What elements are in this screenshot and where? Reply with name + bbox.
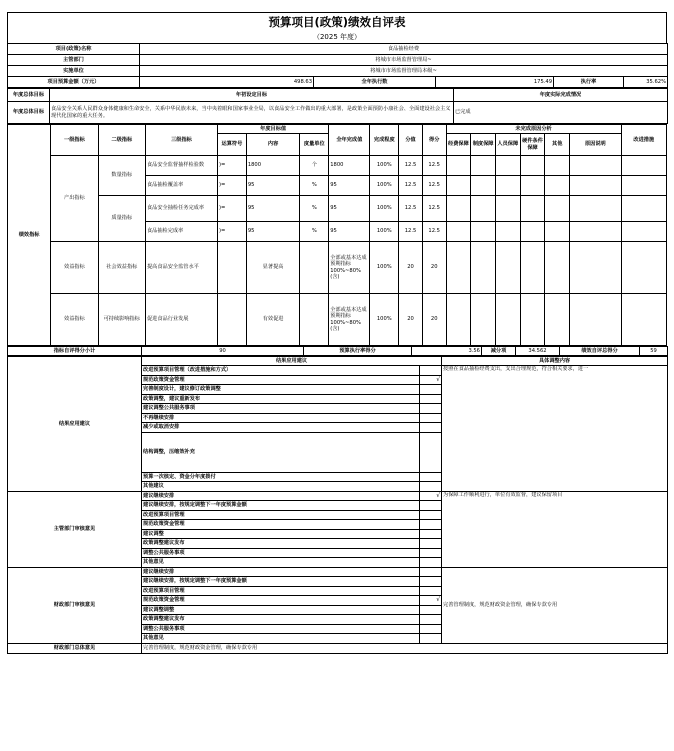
apply-check-mark: √	[420, 375, 442, 385]
row4-score: 20	[422, 242, 446, 294]
perf-h3: 三级指标	[145, 125, 217, 156]
row4-cmp	[218, 242, 247, 294]
fin-item-1: 建议继续安排，按规定调整下一年度预算金额	[142, 577, 420, 587]
apply-table	[7, 356, 668, 654]
row4-rate: 100%	[370, 242, 399, 294]
perf-full-head: 分值	[399, 125, 423, 156]
dept-label: 主管部门	[8, 55, 140, 66]
row2-unit: %	[300, 196, 329, 222]
row0-l3: 食品安全监督抽样检验数	[145, 156, 217, 176]
perf-cmp-head: 运算符号	[218, 134, 247, 156]
row5-cmp	[218, 294, 247, 346]
row0-score: 12.5	[422, 156, 446, 176]
row2-actual: 95	[329, 196, 370, 222]
perf-r1-head: 经费保障	[446, 134, 471, 156]
finance-review-label: 财政部门审核意见	[8, 567, 142, 643]
apply-item-8: 预算一次核定、资金分年度拨付	[142, 472, 420, 482]
perf-r3-head: 人员保障	[495, 134, 520, 156]
row5-actual: 全部或基本达成预期指标100%~80%(含)	[329, 294, 370, 346]
row1-rate: 100%	[370, 176, 399, 196]
deduct-value: 34.562	[516, 347, 560, 356]
exec-value: 175.49	[436, 77, 554, 88]
apply-item-4: 建议调整公共服务事项	[142, 404, 420, 414]
level1-effect-a: 效益指标	[51, 242, 98, 294]
score-summary-table	[7, 346, 668, 356]
row1-cmp: )=	[218, 176, 247, 196]
dept-value: 将城市市场监督管理局~	[140, 55, 668, 66]
row5-rate: 100%	[370, 294, 399, 346]
unit-label: 实施单位	[8, 66, 140, 77]
dept-check-mark: √	[420, 491, 442, 501]
row0-full: 12.5	[399, 156, 423, 176]
perf-improve-head: 改进措施	[621, 125, 666, 156]
dept-item-6: 调整公共服务事项	[142, 548, 420, 558]
perf-r4-head: 硬件条件保障	[520, 134, 545, 156]
row5-score: 20	[422, 294, 446, 346]
row5-l3: 促进食品行业发展	[145, 294, 217, 346]
dept-review-label: 主管部门审核意见	[8, 491, 142, 567]
apply-item-6: 减少或取消安排	[142, 423, 420, 433]
project-name-value: 食品抽检经费	[140, 44, 668, 55]
row3-full: 12.5	[399, 222, 423, 242]
perf-score-head: 得分	[422, 125, 446, 156]
row4-content: 显著提高	[246, 242, 300, 294]
goal-target-head: 年初设定目标	[50, 89, 454, 102]
level1-effect-b: 效益指标	[51, 294, 98, 346]
total-label: 绩效自评总得分	[560, 347, 640, 356]
dept-item-1: 建议继续安排，按规定调整下一年度预算金额	[142, 501, 420, 511]
row4-l3: 提高食品安全监管水平	[145, 242, 217, 294]
goal-target-label: 年度总体目标	[8, 102, 50, 124]
row2-score: 12.5	[422, 196, 446, 222]
level1-output: 产出指标	[51, 156, 98, 242]
fin-item-5: 政策调整建议发布	[142, 615, 420, 625]
total-value: 59	[640, 347, 668, 356]
fin-item-6: 调整公共服务事项	[142, 624, 420, 634]
goal-target-text: 食品安全关系人民群众身体健康和生命安全，关系中华民族未来，当中央着眼和国家事业全局，以食品安全工作做出的重大部署，是政策全面预防小康社会、全面建设社会主义现代化国家的重大任务。	[50, 102, 454, 124]
fin-item-4: 建议调整调整	[142, 605, 420, 615]
perf-h1: 一级指标	[51, 125, 98, 156]
evaluation-form	[7, 12, 667, 654]
row3-rate: 100%	[370, 222, 399, 242]
dept-detail: 为保障工作顺利进行，单位有效监督，建议保留项目	[442, 491, 668, 567]
perf-h2: 二级指标	[98, 125, 145, 156]
budget-label: 项目预算金额（万元）	[8, 77, 140, 88]
level2-social: 社会效益指标	[98, 242, 145, 294]
perf-r2-head: 制度保障	[471, 134, 496, 156]
row3-unit: %	[300, 222, 329, 242]
row5-full: 20	[399, 294, 423, 346]
fin-detail: 完善管理制度，规范财政资金管理，确保专款专用	[442, 567, 668, 643]
level2-quality: 质量指标	[98, 196, 145, 242]
dept-item-5: 政策调整建议发布	[142, 539, 420, 549]
fin-item-2: 改进预算项目管理	[142, 586, 420, 596]
rate-label: 执行率	[554, 77, 624, 88]
row1-unit: %	[300, 176, 329, 196]
row0-unit: 个	[300, 156, 329, 176]
unit-value: 将城市市场监督管理局本级~	[140, 66, 668, 77]
dept-item-7: 其他意见	[142, 558, 420, 568]
row2-cmp: )=	[218, 196, 247, 222]
deduct-label: 减分项	[482, 347, 516, 356]
apply-item-3: 政策调整，建议重新发布	[142, 394, 420, 404]
subtotal-value: 90	[142, 347, 304, 356]
goal-actual-text: 已完成	[454, 102, 668, 124]
row4-full: 20	[399, 242, 423, 294]
perf-r5-head: 其他	[545, 134, 570, 156]
perf-table	[7, 124, 667, 346]
row4-unit	[300, 242, 329, 294]
row1-full: 12.5	[399, 176, 423, 196]
row1-content: 95	[246, 176, 300, 196]
perf-reason-group: 未完成原因分析	[446, 125, 621, 134]
budget-exec-label: 预算执行率得分	[304, 347, 412, 356]
row2-rate: 100%	[370, 196, 399, 222]
exec-label: 全年执行数	[314, 77, 436, 88]
row0-cmp: )=	[218, 156, 247, 176]
row1-l3: 食品抽检覆盖率	[145, 176, 217, 196]
perf-actual-head: 全年完成值	[329, 125, 370, 156]
goal-table	[7, 88, 668, 124]
row2-content: 95	[246, 196, 300, 222]
row1-actual: 95	[329, 176, 370, 196]
row0-content: 1800	[246, 156, 300, 176]
row3-actual: 95	[329, 222, 370, 242]
apply-head-suggest: 结果应用建议	[142, 357, 442, 366]
apply-detail: 按照在食品抽检经费支出，支出合理规范，符合相关要求，进一	[442, 366, 668, 492]
fin-item-7: 其他意见	[142, 634, 420, 644]
row3-l3: 食品抽检完成率	[145, 222, 217, 242]
apply-item-0: 改进预算项目管理（改进措施和方式）	[142, 366, 420, 376]
dept-item-4: 建议调整	[142, 529, 420, 539]
row2-full: 12.5	[399, 196, 423, 222]
apply-item-9: 其他建议	[142, 482, 420, 492]
row4-actual: 全部或基本达成预期指标100%~80%(含)	[329, 242, 370, 294]
perf-target-group: 年度目标值	[218, 125, 329, 134]
fin-item-0: 建议继续安排	[142, 567, 420, 577]
row0-rate: 100%	[370, 156, 399, 176]
row2-l3: 食品安全抽检任务完成率	[145, 196, 217, 222]
goal-overall-label: 年度总体目标	[8, 89, 50, 102]
apply-section-label: 结果应用建议	[8, 357, 142, 492]
apply-head-detail: 具体调整内容	[442, 357, 668, 366]
dept-item-0: 建议继续安排	[142, 491, 420, 501]
row3-content: 95	[246, 222, 300, 242]
apply-item-1: 规范政策资金管理	[142, 375, 420, 385]
dept-item-2: 改进预算项目管理	[142, 510, 420, 520]
perf-rate-head: 完成程度	[370, 125, 399, 156]
perf-section-label: 绩效指标	[8, 125, 51, 346]
perf-content-head: 内容	[246, 134, 300, 156]
rate-value: 35.62%	[624, 77, 668, 88]
dept-item-3: 规范政策资金管理	[142, 520, 420, 530]
final-label: 财政部门总体意见	[8, 643, 142, 653]
level2-quantity: 数量指标	[98, 156, 145, 196]
level2-sustain: 可持续影响指标	[98, 294, 145, 346]
perf-unit-head: 度量单位	[300, 134, 329, 156]
subtotal-label: 指标自评得分小计	[8, 347, 142, 356]
apply-item-7: 结构调整，压缩效补充	[142, 432, 420, 472]
form-title: 预算项目(政策)绩效自评表	[7, 12, 667, 31]
final-text: 完善管理制度，规范财政资金管理，确保专款专用	[142, 643, 668, 653]
form-subtitle: （2025 年度）	[7, 31, 667, 43]
row1-score: 12.5	[422, 176, 446, 196]
budget-exec-value: 3.56	[412, 347, 482, 356]
fin-check-mark: √	[420, 596, 442, 606]
apply-item-5: 不再继续安排	[142, 413, 420, 423]
row3-score: 12.5	[422, 222, 446, 242]
perf-r6-head: 原因说明	[570, 134, 622, 156]
basic-info-table	[7, 43, 668, 88]
row5-unit	[300, 294, 329, 346]
project-name-label: 项目(政策)名称	[8, 44, 140, 55]
row0-actual: 1800	[329, 156, 370, 176]
goal-actual-head: 年度实际完成情况	[454, 89, 668, 102]
row3-cmp: )=	[218, 222, 247, 242]
apply-item-2: 完善制度设计，建议修订政策调整	[142, 385, 420, 395]
budget-value: 498.63	[140, 77, 314, 88]
row5-content: 有效促进	[246, 294, 300, 346]
fin-item-3: 规范政策资金管理	[142, 596, 420, 606]
